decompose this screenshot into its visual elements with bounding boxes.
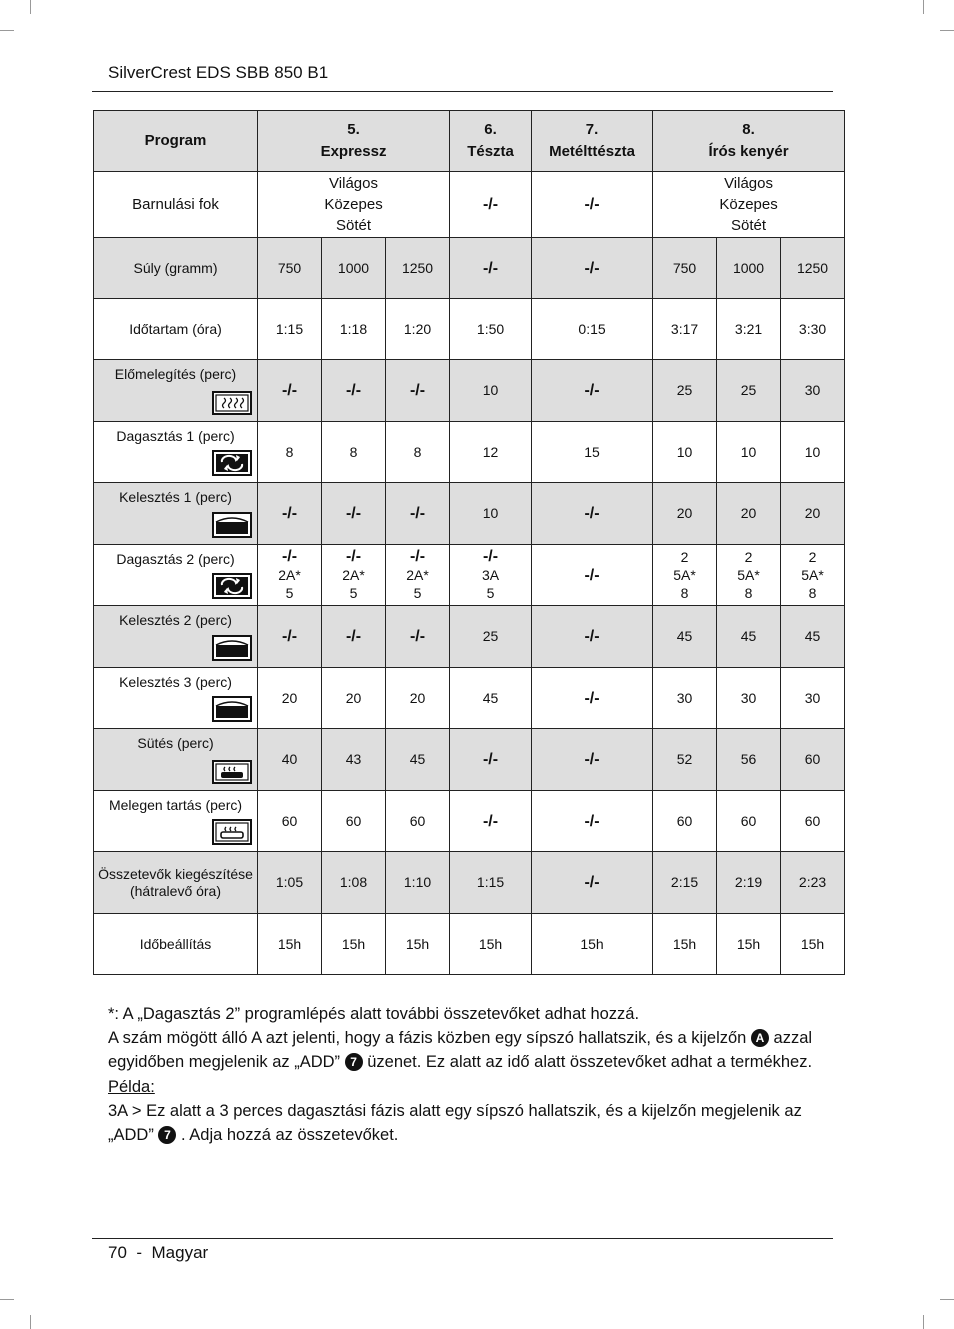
add-signal-value: 3A: [481, 567, 500, 583]
table-cell: 1:20: [386, 299, 450, 360]
table-cell: [258, 606, 322, 668]
not-applicable-mark: -/-: [281, 628, 298, 645]
table-cell: [781, 483, 845, 545]
table-cell: [258, 360, 322, 422]
table-cell: 15h: [781, 914, 845, 975]
table-cell: [781, 729, 845, 791]
example-label: [108, 1075, 848, 1099]
minutes-value: 2: [680, 549, 689, 565]
cell-value: 30: [676, 689, 693, 706]
not-applicable-mark: -/-: [281, 505, 298, 522]
add-signal-value: 5A*: [673, 567, 696, 583]
table-cell: 15h: [717, 914, 781, 975]
table-cell: [258, 729, 322, 791]
not-applicable-mark: -/-: [482, 548, 499, 565]
add-signal-value: 5A*: [737, 567, 760, 583]
not-applicable-mark: -/-: [482, 812, 499, 830]
not-applicable-mark: -/-: [584, 382, 600, 399]
crop-mark: [923, 1315, 924, 1329]
row-label-cell: [94, 729, 258, 791]
cell-value: 8: [349, 443, 358, 460]
minutes-value: 5: [285, 585, 294, 601]
table-cell: [450, 360, 532, 422]
cell-value: 30: [740, 689, 757, 706]
footer-language: Magyar: [151, 1243, 209, 1262]
crop-mark: [940, 1299, 954, 1300]
minutes-value: 2: [744, 549, 753, 565]
table-cell: [653, 729, 717, 791]
table-cell: [322, 483, 386, 545]
not-applicable-mark: -/-: [409, 628, 426, 645]
table-row-rise-3: [94, 668, 845, 729]
not-applicable-mark: -/-: [482, 751, 499, 768]
cell-value: 20: [281, 689, 298, 706]
table-cell: 1250: [781, 238, 845, 299]
browning-level: Sötét: [336, 217, 372, 234]
column-name: Írós kenyér: [708, 143, 789, 160]
not-applicable-mark: -/-: [345, 382, 362, 399]
table-cell: [386, 483, 450, 545]
cell-value: 43: [345, 751, 362, 767]
cell-value: 8: [285, 443, 294, 460]
table-cell: [532, 545, 653, 606]
row-label-sub: (hátralevő óra): [129, 882, 222, 899]
table-cell: [781, 668, 845, 729]
cell-value: 20: [345, 689, 362, 706]
table-row-bake: [94, 729, 845, 791]
table-cell: [322, 360, 386, 422]
not-applicable-mark: -/-: [584, 259, 600, 277]
rise-icon: [212, 635, 252, 661]
not-applicable-mark: -/-: [584, 751, 600, 768]
table-cell: [322, 422, 386, 483]
footnote-paragraph: [108, 1099, 848, 1147]
table-cell: 0:15: [532, 299, 653, 360]
table-cell: 1:05: [258, 852, 322, 914]
table-cell: [532, 606, 653, 668]
cell-value: 52: [676, 751, 693, 767]
row-label: Időtartam (óra): [94, 299, 258, 360]
program-header: Program: [94, 111, 258, 172]
footnote-text: 3A > Ez alatt a 3 perces dagasztási fázis alatt egy sípszó hallatszik, és a kijelzőn megjelenik az „ADD”: [108, 1101, 802, 1145]
row-label: Időbeállítás: [94, 914, 258, 975]
table-cell: [717, 668, 781, 729]
row-label-cell: [94, 606, 258, 668]
table-cell: [532, 422, 653, 483]
cell-value: 20: [804, 505, 821, 521]
not-applicable-mark: -/-: [584, 689, 600, 707]
minutes-value: 5: [349, 585, 358, 601]
add-signal-value: 5A*: [801, 567, 824, 583]
cell-value: 10: [482, 505, 499, 521]
table-row-keep-warm: [94, 791, 845, 852]
column-name: Metélttészta: [549, 143, 635, 160]
table-row-duration: [94, 299, 845, 360]
not-applicable-mark: -/-: [584, 566, 600, 584]
table-cell: [653, 483, 717, 545]
table-cell: 1:18: [322, 299, 386, 360]
table-row-preheat: [94, 360, 845, 422]
table-cell: [258, 545, 322, 606]
table-cell: 3:30: [781, 299, 845, 360]
table-cell: [322, 729, 386, 791]
cell-value: 10: [804, 443, 821, 460]
table-cell: [258, 668, 322, 729]
table-row-knead-1: [94, 422, 845, 483]
column-name: Tészta: [467, 143, 514, 160]
table-cell: 1:08: [322, 852, 386, 914]
table-cell: 750: [653, 238, 717, 299]
crop-mark: [30, 0, 31, 14]
row-label-cell: [94, 360, 258, 422]
table-cell: 15h: [258, 914, 322, 975]
table-row-browning: [94, 172, 845, 238]
row-label-cell: [94, 791, 258, 852]
table-cell: [717, 545, 781, 606]
table-cell: 2:15: [653, 852, 717, 914]
table-row-add-ingredients: [94, 852, 845, 914]
not-applicable-mark: -/-: [345, 628, 362, 645]
table-cell: 1:10: [386, 852, 450, 914]
cell-value: 40: [281, 751, 298, 767]
table-cell: [532, 852, 653, 914]
minutes-value: 5: [486, 585, 495, 601]
rise-icon: [212, 696, 252, 722]
table-cell: [386, 360, 450, 422]
add-signal-value: 2A*: [342, 567, 365, 583]
minutes-value: 8: [744, 585, 753, 601]
not-applicable-mark: -/-: [409, 548, 426, 565]
cell-value: 30: [804, 382, 821, 398]
table-cell: [258, 483, 322, 545]
cell-value: 60: [281, 812, 298, 829]
table-row-rise-2: [94, 606, 845, 668]
row-label: Dagasztás 2 (perc): [116, 551, 235, 567]
column-header-expressz: [258, 111, 450, 172]
table-cell: [450, 483, 532, 545]
cell-value: 60: [804, 751, 821, 767]
cell-value: 60: [409, 812, 426, 829]
example-label-text: Példa:: [108, 1077, 155, 1096]
cell-value: 10: [482, 382, 499, 398]
table-cell: 15h: [532, 914, 653, 975]
table-cell: [653, 422, 717, 483]
row-label-cell: [94, 668, 258, 729]
crop-mark: [940, 30, 954, 31]
row-label: Barnulási fok: [94, 172, 258, 238]
minutes-value: 8: [808, 585, 817, 601]
cell-value: 20: [676, 505, 693, 521]
row-label: Melegen tartás (perc): [108, 797, 243, 813]
cell-value: 60: [676, 812, 693, 829]
table-cell: [450, 791, 532, 852]
table-cell: [386, 422, 450, 483]
browning-level: Közepes: [719, 196, 778, 213]
footnote-text: azzal egyidőben megjelenik az „ADD”: [108, 1029, 813, 1072]
table-cell: [532, 238, 653, 299]
table-cell: [653, 606, 717, 668]
table-cell: [717, 606, 781, 668]
row-label: Súly (gramm): [94, 238, 258, 299]
not-applicable-mark: -/-: [409, 382, 426, 399]
cell-value: 25: [676, 382, 693, 398]
not-applicable-mark: -/-: [584, 628, 600, 645]
table-cell: 15h: [386, 914, 450, 975]
column-header-meteltteszta: [532, 111, 653, 172]
row-label: Kelesztés 1 (perc): [119, 489, 232, 505]
table-cell: [781, 545, 845, 606]
cell-value: 30: [804, 689, 821, 706]
browning-level: Sötét: [731, 217, 767, 234]
table-cell: [386, 729, 450, 791]
row-label: Sütés (perc): [137, 735, 214, 751]
table-cell: [386, 606, 450, 668]
table-cell: [450, 172, 532, 238]
cell-value: 60: [345, 812, 362, 829]
table-row-knead-2: [94, 545, 845, 606]
table-cell: 3:21: [717, 299, 781, 360]
row-label: Előmelegítés (perc): [114, 366, 237, 382]
row-label-cell: [94, 483, 258, 545]
table-cell: [653, 360, 717, 422]
table-cell: [386, 791, 450, 852]
not-applicable-mark: -/-: [482, 196, 499, 213]
table-cell: [450, 729, 532, 791]
column-number: 7.: [585, 121, 599, 138]
page-footer: [108, 1243, 208, 1263]
table-cell: [781, 606, 845, 668]
table-cell: [450, 545, 532, 606]
row-label: Összetevők kiegészítése: [98, 865, 253, 882]
table-cell: [386, 668, 450, 729]
not-applicable-mark: -/-: [584, 505, 600, 522]
table-row-timer: [94, 914, 845, 975]
row-label-cell: [94, 422, 258, 483]
table-cell: [653, 791, 717, 852]
table-cell: [532, 172, 653, 238]
table-cell: [322, 668, 386, 729]
table-cell: [717, 729, 781, 791]
keep-warm-icon: [212, 819, 252, 845]
table-cell: [450, 238, 532, 299]
column-number: 8.: [742, 121, 755, 138]
column-name: Expressz: [320, 143, 387, 160]
table-row-rise-1: [94, 483, 845, 545]
crop-mark: [0, 30, 14, 31]
table-row-weight: [94, 238, 845, 299]
add-signal-value: 2A*: [278, 567, 301, 583]
not-applicable-mark: -/-: [281, 548, 298, 565]
not-applicable-mark: -/-: [584, 874, 600, 891]
cell-value: 45: [482, 689, 499, 706]
not-applicable-mark: -/-: [584, 812, 600, 830]
footnote-text: . Adja hozzá az összetevőket.: [181, 1126, 399, 1145]
cell-value: 10: [676, 443, 693, 460]
program-table: [93, 110, 845, 975]
table-cell: [258, 791, 322, 852]
table-cell: [653, 668, 717, 729]
footnote-text: A szám mögött álló A azt jelenti, hogy a fázis közben egy sípszó hallatszik, és a kijelzőn: [108, 1029, 747, 1048]
row-label-cell: [94, 545, 258, 606]
table-cell: 2:19: [717, 852, 781, 914]
table-cell: 15h: [322, 914, 386, 975]
knead-icon: [212, 450, 252, 476]
footer-separator: -: [136, 1243, 143, 1262]
cell-value: 45: [804, 628, 821, 644]
crop-mark: [0, 1299, 14, 1300]
page-number: 70: [108, 1243, 127, 1262]
bake-icon: [212, 760, 252, 784]
cell-value: 8: [413, 443, 422, 460]
cell-value: 25: [740, 382, 757, 398]
table-cell: [717, 791, 781, 852]
cell-value: 45: [409, 751, 426, 767]
table-cell: 1:15: [258, 299, 322, 360]
table-cell: 1250: [386, 238, 450, 299]
column-number: 5.: [347, 121, 360, 138]
table-cell: [717, 483, 781, 545]
footnotes: [108, 1002, 848, 1147]
not-applicable-mark: -/-: [345, 548, 362, 565]
minutes-value: 2: [808, 549, 817, 565]
table-cell: [322, 606, 386, 668]
cell-value: 10: [740, 443, 757, 460]
not-applicable-mark: -/-: [482, 259, 499, 277]
browning-level: Világos: [329, 175, 378, 192]
browning-level: Világos: [724, 175, 773, 192]
table-cell: [386, 545, 450, 606]
table-cell: [450, 422, 532, 483]
table-cell: 1:50: [450, 299, 532, 360]
minutes-value: 5: [413, 585, 422, 601]
row-label: Dagasztás 1 (perc): [116, 428, 235, 444]
not-applicable-mark: -/-: [584, 196, 600, 213]
table-cell: [781, 791, 845, 852]
table-cell: [532, 360, 653, 422]
cell-value: 25: [482, 628, 499, 644]
cell-value: 45: [676, 628, 693, 644]
table-cell: [717, 422, 781, 483]
crop-mark: [30, 1315, 31, 1329]
footnote-text: üzenet. Ez alatt az idő alatt összetevőket adhat a termékhez.: [367, 1053, 813, 1072]
cell-value: 45: [740, 628, 757, 644]
footnote-line: *: A „Dagasztás 2” programlépés alatt további összetevőket adhat hozzá.: [108, 1005, 640, 1023]
table-cell: [781, 360, 845, 422]
browning-levels-cell: [258, 172, 450, 238]
table-cell: [532, 668, 653, 729]
table-cell: 2:23: [781, 852, 845, 914]
preheat-icon: [212, 391, 252, 415]
cell-value: 60: [740, 812, 757, 829]
table-cell: [653, 545, 717, 606]
table-cell: [532, 483, 653, 545]
footer-divider: [92, 1238, 833, 1239]
not-applicable-mark: -/-: [409, 505, 426, 522]
minutes-value: 8: [680, 585, 689, 601]
not-applicable-mark: -/-: [281, 382, 298, 399]
cell-value: 20: [740, 505, 757, 521]
row-label-cell: [94, 852, 258, 914]
table-header-row: [94, 111, 845, 172]
display-a-badge-icon: A: [751, 1029, 769, 1047]
table-cell: [717, 360, 781, 422]
table-cell: 1000: [717, 238, 781, 299]
row-label: Kelesztés 2 (perc): [119, 612, 232, 628]
knead-icon: [212, 573, 252, 599]
cell-value: 15: [584, 443, 600, 460]
table-cell: [322, 791, 386, 852]
table-cell: 1:15: [450, 852, 532, 914]
table-cell: [532, 791, 653, 852]
page-header-title: SilverCrest EDS SBB 850 B1: [108, 63, 329, 82]
column-header-teszta: [450, 111, 532, 172]
table-cell: 1000: [322, 238, 386, 299]
table-cell: [450, 606, 532, 668]
table-cell: 15h: [450, 914, 532, 975]
table-cell: [781, 422, 845, 483]
rise-icon: [212, 512, 252, 538]
column-header-iros-kenyer: [653, 111, 845, 172]
table-cell: [450, 668, 532, 729]
cell-value: 12: [482, 443, 499, 460]
number-7-badge-icon: 7: [158, 1126, 176, 1144]
add-signal-value: 2A*: [406, 567, 429, 583]
row-label: Kelesztés 3 (perc): [119, 674, 232, 690]
number-7-badge-icon: 7: [345, 1053, 363, 1071]
browning-level: Közepes: [324, 196, 383, 213]
header-divider: [92, 91, 833, 92]
crop-mark: [923, 0, 924, 14]
column-number: 6.: [484, 121, 497, 138]
table-cell: 750: [258, 238, 322, 299]
table-cell: 15h: [653, 914, 717, 975]
cell-value: 56: [740, 751, 757, 767]
cell-value: 20: [409, 689, 426, 706]
browning-levels-cell: [653, 172, 845, 238]
not-applicable-mark: -/-: [345, 505, 362, 522]
table-cell: [258, 422, 322, 483]
table-cell: 3:17: [653, 299, 717, 360]
cell-value: 60: [804, 812, 821, 829]
table-cell: [322, 545, 386, 606]
table-cell: [532, 729, 653, 791]
footnote-paragraph: [108, 1026, 848, 1074]
